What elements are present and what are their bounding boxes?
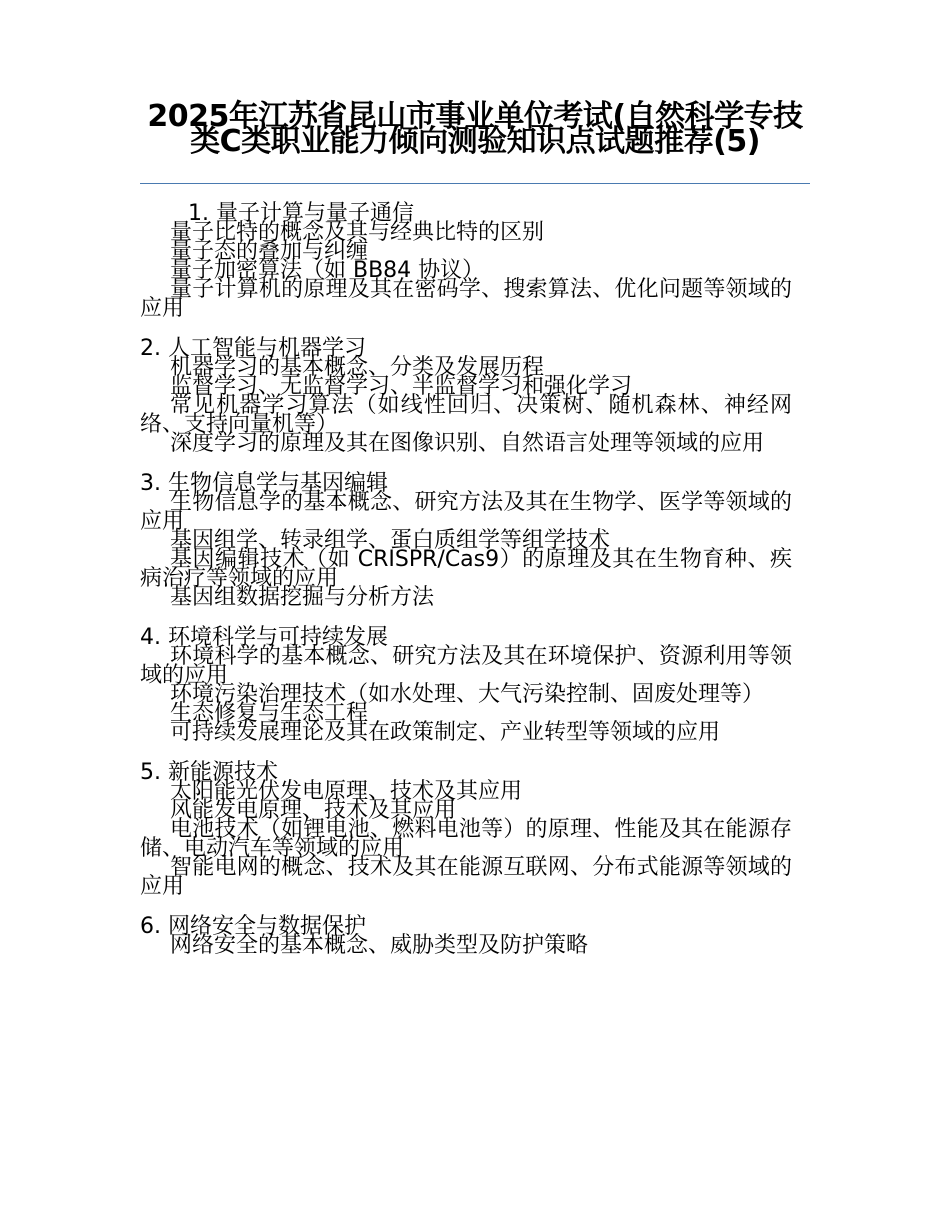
section-heading: 1. 量子计算与量子通信 xyxy=(188,201,414,226)
list-item: 机器学习的基本概念、分类及发展历程 xyxy=(170,355,545,380)
title-divider xyxy=(140,183,810,184)
list-item: 风能发电原理、技术及其应用 xyxy=(170,798,457,823)
section-cybersecurity xyxy=(140,914,792,958)
list-item: 可持续发展理论及其在政策制定、产业转型等领域的应用 xyxy=(170,720,721,745)
list-item: 量子比特的概念及其与经典比特的区别 xyxy=(170,220,545,245)
list-item: 基因编辑技术（如 CRISPR/Cas9）的原理及其在生物育种、疾病治疗等领域的应用 xyxy=(140,547,792,591)
list-item: 量子加密算法（如 BB84 协议） xyxy=(170,258,485,283)
section-heading: 5. 新能源技术 xyxy=(140,760,278,785)
list-item: 常见机器学习算法（如线性回归、决策树、随机森林、神经网络、支持向量机等） xyxy=(140,393,792,437)
list-item: 量子态的叠加与纠缠 xyxy=(170,239,369,264)
list-item: 基因组学、转录组学、蛋白质组学等组学技术 xyxy=(170,528,611,553)
list-item: 太阳能光伏发电原理、技术及其应用 xyxy=(170,779,523,804)
list-item: 量子计算机的原理及其在密码学、搜索算法、优化问题等领域的应用 xyxy=(140,277,792,321)
list-item: 环境污染治理技术（如水处理、大气污染控制、固废处理等） xyxy=(170,682,765,707)
section-ai xyxy=(140,336,792,456)
section-new-energy xyxy=(140,760,792,899)
section-environment xyxy=(140,625,792,745)
document-body xyxy=(140,203,792,975)
list-item: 生物信息学的基本概念、研究方法及其在生物学、医学等领域的应用 xyxy=(140,490,792,534)
section-heading: 6. 网络安全与数据保护 xyxy=(140,914,366,939)
list-item: 生态修复与生态工程 xyxy=(170,701,369,726)
list-item: 深度学习的原理及其在图像识别、自然语言处理等领域的应用 xyxy=(170,431,765,456)
list-item: 网络安全的基本概念、威胁类型及防护策略 xyxy=(170,933,589,958)
list-item: 电池技术（如锂电池、燃料电池等）的原理、性能及其在能源存储、电动汽车等领域的应用 xyxy=(140,817,792,861)
list-item: 监督学习、无监督学习、半监督学习和强化学习 xyxy=(170,374,633,399)
section-heading: 3. 生物信息学与基因编辑 xyxy=(140,471,388,496)
list-item: 智能电网的概念、技术及其在能源互联网、分布式能源等领域的应用 xyxy=(140,855,792,899)
section-heading: 2. 人工智能与机器学习 xyxy=(140,336,366,361)
document-title: 2025年江苏省昆山市事业单位考试(自然科学专技类C类职业能力倾向测验知识点试题推荐(5) xyxy=(147,99,803,159)
list-item: 基因组数据挖掘与分析方法 xyxy=(170,585,435,610)
list-item: 环境科学的基本概念、研究方法及其在环境保护、资源利用等领域的应用 xyxy=(140,644,792,688)
section-bioinformatics xyxy=(140,471,792,610)
section-heading: 4. 环境科学与可持续发展 xyxy=(140,625,388,650)
section-quantum xyxy=(140,201,792,321)
